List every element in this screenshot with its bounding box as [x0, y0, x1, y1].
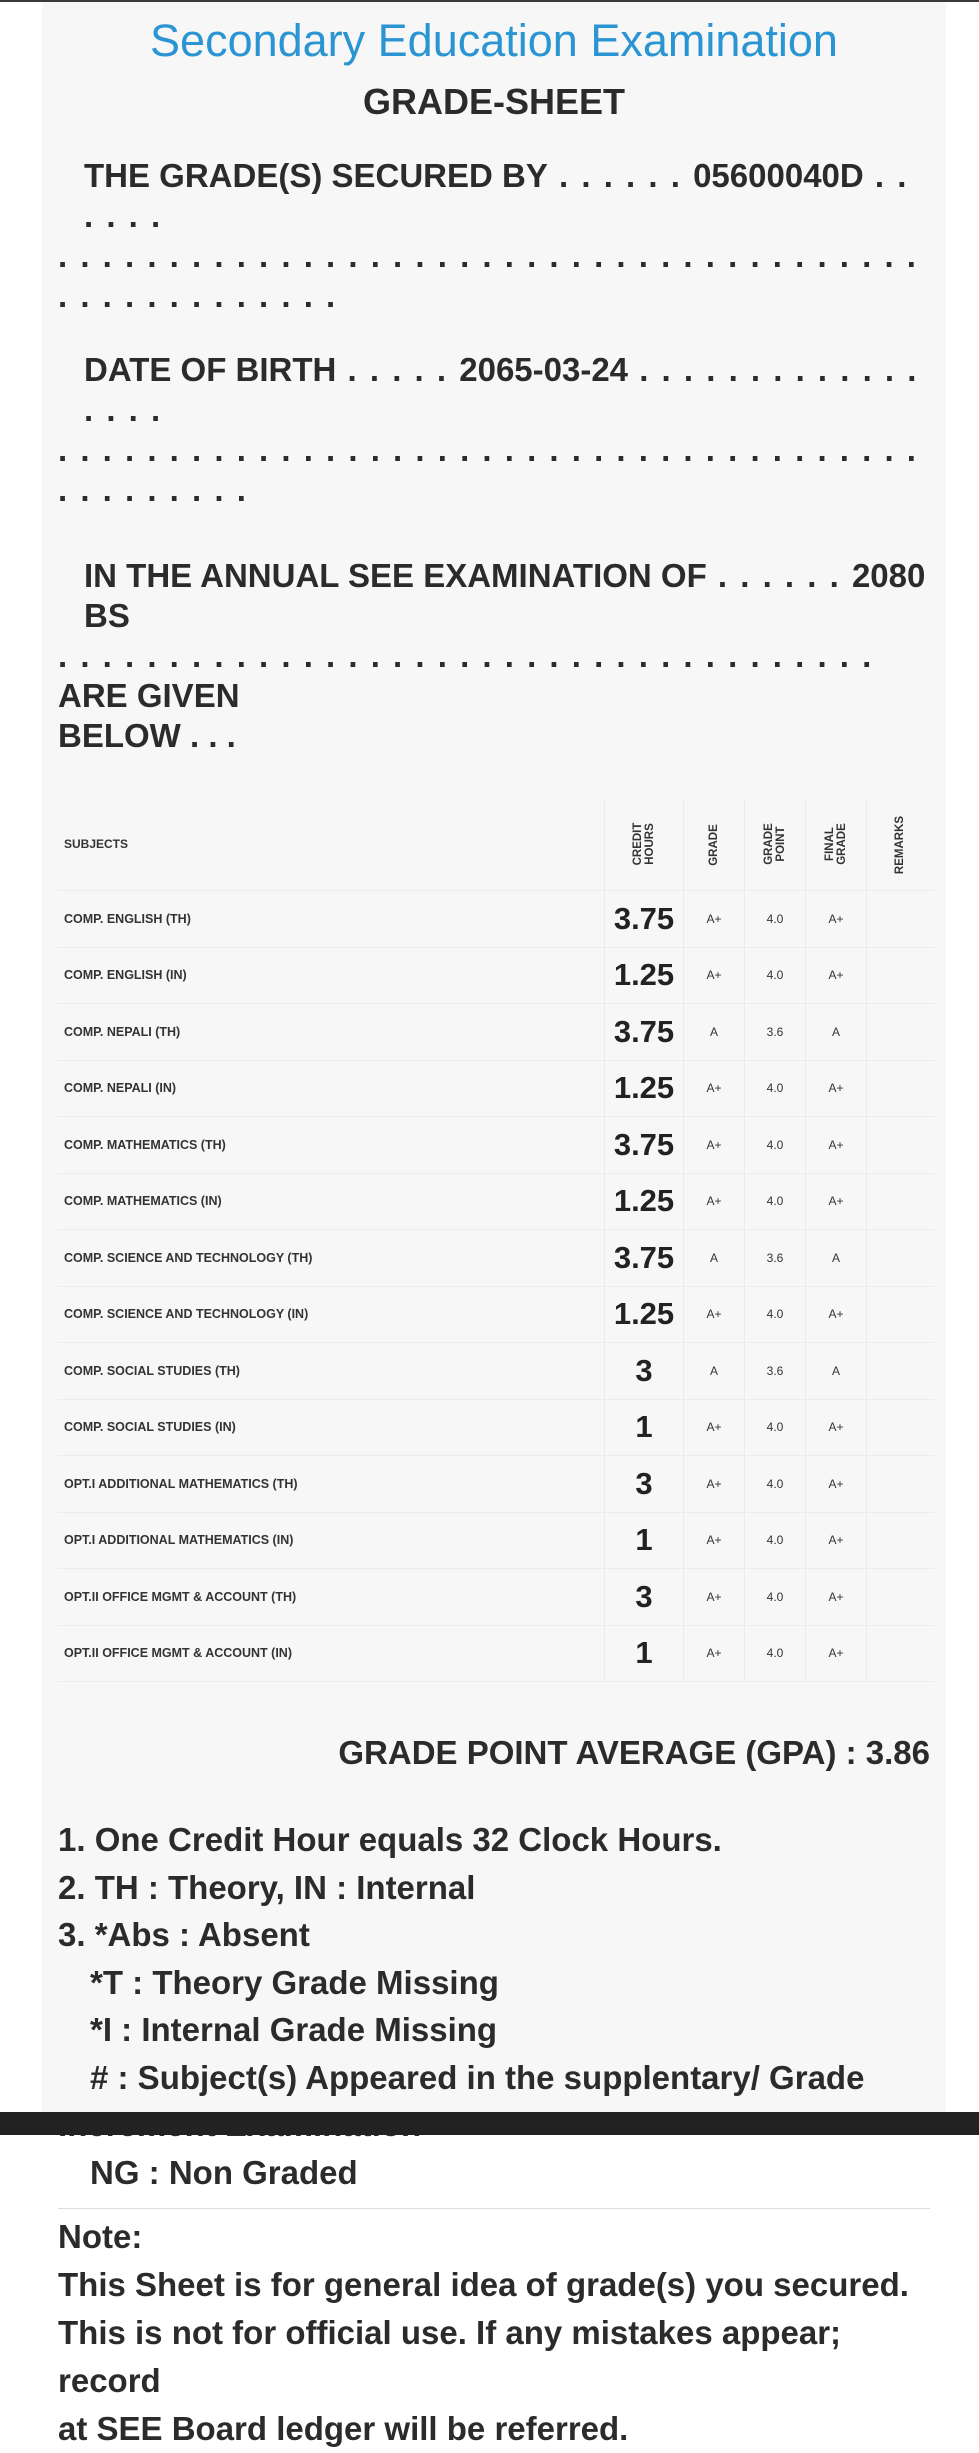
table-row: [58, 1060, 934, 1117]
header-credit-hours: CREDIT HOURS: [605, 798, 684, 891]
given-label: ARE GIVEN: [58, 677, 240, 714]
grade-point-cell: 4.0: [745, 1512, 806, 1569]
remarks-cell: [867, 1569, 935, 1626]
dob-label: DATE OF BIRTH: [84, 351, 337, 388]
credit-hours-cell: 3.75: [605, 891, 684, 948]
remarks-cell: [867, 891, 935, 948]
grade-cell: A+: [684, 1399, 745, 1456]
remarks-cell: [867, 1625, 935, 1682]
remarks-cell: [867, 1117, 935, 1174]
remarks-cell: [867, 1399, 935, 1456]
subject-cell: COMP. SCIENCE AND TECHNOLOGY (IN): [58, 1286, 605, 1343]
legend-line: NG : Non Graded: [90, 2153, 358, 2191]
final-grade-cell: A+: [806, 947, 867, 1004]
grade-cell: A: [684, 1230, 745, 1287]
legend-line: 1. One Credit Hour equals 32 Clock Hours.: [58, 1821, 722, 1858]
legend-notes: [58, 1816, 930, 2196]
remarks-cell: [867, 1456, 935, 1513]
credit-hours-cell: 3.75: [605, 1004, 684, 1061]
note-heading: Note:: [58, 2218, 143, 2255]
subject-cell: OPT.II OFFICE MGMT & ACCOUNT (IN): [58, 1625, 605, 1682]
secured-by-label: THE GRADE(S) SECURED BY: [84, 157, 548, 194]
grade-cell: A: [684, 1004, 745, 1061]
grade-point-cell: 3.6: [745, 1004, 806, 1061]
table-row: [58, 1173, 934, 1230]
grade-point-cell: 4.0: [745, 1173, 806, 1230]
table-row: [58, 891, 934, 948]
subject-cell: COMP. NEPALI (IN): [58, 1060, 605, 1117]
final-grade-cell: A+: [806, 1569, 867, 1626]
credit-hours-cell: 1: [605, 1512, 684, 1569]
final-grade-cell: A: [806, 1343, 867, 1400]
final-grade-cell: A+: [806, 1117, 867, 1174]
remarks-cell: [867, 1343, 935, 1400]
sheet-subtitle: GRADE-SHEET: [362, 81, 626, 122]
note-line: This Sheet is for general idea of grade(s) you secured.: [58, 2266, 909, 2303]
grade-point-cell: 4.0: [745, 1456, 806, 1513]
subject-cell: COMP. ENGLISH (IN): [58, 947, 605, 1004]
secured-by-line: THE GRADE(S) SECURED BY . . . . . . 05600040D . . . . . . . . . . . . . . . . . . . . . . . . . . . . . . . . . . . . . . . . . . . . . . . . . . . . . . . . . .: [58, 157, 918, 314]
grade-cell: A+: [684, 891, 745, 948]
table-row: [58, 1456, 934, 1513]
subject-cell: COMP. NEPALI (TH): [58, 1004, 605, 1061]
grade-cell: A+: [684, 1625, 745, 1682]
final-grade-cell: A+: [806, 1060, 867, 1117]
table-row: [58, 1004, 934, 1061]
exam-line: IN THE ANNUAL SEE EXAMINATION OF . . . . . . 2080 BS . . . . . . . . . . . . . . . . . . . . . . . . . . . . . . . . . . . . . ARE GIVEN BELOW . . .: [58, 556, 930, 756]
grade-cell: A: [684, 1343, 745, 1400]
dob-value: 2065-03-24: [459, 351, 629, 388]
header-grade: GRADE: [684, 798, 745, 891]
legend-line: 2. TH : Theory, IN : Internal: [58, 1868, 476, 1906]
table-row: [58, 1230, 934, 1287]
dob-line: DATE OF BIRTH . . . . . 2065-03-24 . . . . . . . . . . . . . . . . . . . . . . . . . . . . . . . . . . . . . . . . . . . . . . . . . . . . . . . . . . . . . . . . .: [58, 351, 919, 508]
gpa-summary: GRADE POINT AVERAGE (GPA) : 3.86: [338, 1734, 930, 1771]
table-row: [58, 1569, 934, 1626]
grade-cell: A+: [684, 1117, 745, 1174]
grade-point-cell: 4.0: [745, 891, 806, 948]
grade-point-cell: 3.6: [745, 1343, 806, 1400]
final-grade-cell: A+: [806, 1286, 867, 1343]
bottom-bar: [0, 2112, 979, 2135]
subject-cell: OPT.I ADDITIONAL MATHEMATICS (IN): [58, 1512, 605, 1569]
grade-point-cell: 4.0: [745, 1060, 806, 1117]
table-row: [58, 1625, 934, 1682]
grade-cell: A+: [684, 1456, 745, 1513]
symbol-number: 05600040D: [693, 157, 864, 194]
credit-hours-cell: 1: [605, 1625, 684, 1682]
credit-hours-cell: 3: [605, 1343, 684, 1400]
final-grade-cell: A+: [806, 1625, 867, 1682]
grade-cell: A+: [684, 947, 745, 1004]
subject-cell: COMP. MATHEMATICS (TH): [58, 1117, 605, 1174]
final-grade-cell: A: [806, 1004, 867, 1061]
grade-cell: A+: [684, 1512, 745, 1569]
subject-cell: COMP. ENGLISH (TH): [58, 891, 605, 948]
table-row: [58, 1117, 934, 1174]
subject-cell: COMP. SCIENCE AND TECHNOLOGY (TH): [58, 1230, 605, 1287]
subject-cell: COMP. MATHEMATICS (IN): [58, 1173, 605, 1230]
grades-table: [58, 798, 934, 1682]
subject-cell: OPT.II OFFICE MGMT & ACCOUNT (TH): [58, 1569, 605, 1626]
grade-point-cell: 3.6: [745, 1230, 806, 1287]
remarks-cell: [867, 1173, 935, 1230]
credit-hours-cell: 1.25: [605, 947, 684, 1004]
exam-title: Secondary Education Examination: [150, 15, 838, 66]
credit-hours-cell: 3.75: [605, 1117, 684, 1174]
final-grade-cell: A+: [806, 1399, 867, 1456]
grade-cell: A+: [684, 1060, 745, 1117]
grade-point-cell: 4.0: [745, 947, 806, 1004]
final-grade-cell: A+: [806, 1173, 867, 1230]
table-row: [58, 1343, 934, 1400]
grade-sheet: [42, 2, 946, 2447]
credit-hours-cell: 3: [605, 1569, 684, 1626]
grade-point-cell: 4.0: [745, 1399, 806, 1456]
final-grade-cell: A+: [806, 1456, 867, 1513]
grade-point-cell: 4.0: [745, 1117, 806, 1174]
remarks-cell: [867, 947, 935, 1004]
grade-cell: A+: [684, 1286, 745, 1343]
grade-point-cell: 4.0: [745, 1569, 806, 1626]
table-row: [58, 1399, 934, 1456]
divider: [58, 2208, 930, 2209]
grade-cell: A+: [684, 1173, 745, 1230]
below-label: BELOW . . .: [58, 717, 236, 754]
subject-cell: COMP. SOCIAL STUDIES (IN): [58, 1399, 605, 1456]
final-grade-cell: A: [806, 1230, 867, 1287]
credit-hours-cell: 1: [605, 1399, 684, 1456]
final-grade-cell: A+: [806, 1512, 867, 1569]
header-grade-point: GRADE POINT: [745, 798, 806, 891]
table-header-row: [58, 798, 934, 891]
legend-line: 3. *Abs : Absent: [58, 1916, 310, 1953]
remarks-cell: [867, 1230, 935, 1287]
remarks-cell: [867, 1286, 935, 1343]
legend-line: *T : Theory Grade Missing: [90, 1963, 499, 2001]
credit-hours-cell: 3.75: [605, 1230, 684, 1287]
legend-line: # : Subject(s) Appeared in the supplentary/ Grade: [90, 2058, 865, 2096]
header-remarks: REMARKS: [867, 798, 935, 891]
grade-point-cell: 4.0: [745, 1625, 806, 1682]
credit-hours-cell: 1.25: [605, 1286, 684, 1343]
table-row: [58, 1286, 934, 1343]
table-row: [58, 1512, 934, 1569]
disclaimer-note: [58, 2213, 930, 2453]
remarks-cell: [867, 1004, 935, 1061]
table-row: [58, 947, 934, 1004]
grade-cell: A+: [684, 1569, 745, 1626]
grade-point-cell: 4.0: [745, 1286, 806, 1343]
subject-cell: COMP. SOCIAL STUDIES (TH): [58, 1343, 605, 1400]
remarks-cell: [867, 1512, 935, 1569]
exam-label: IN THE ANNUAL SEE EXAMINATION OF: [84, 557, 707, 594]
note-line: at SEE Board ledger will be referred.: [58, 2410, 629, 2447]
remarks-cell: [867, 1060, 935, 1117]
final-grade-cell: A+: [806, 891, 867, 948]
credit-hours-cell: 1.25: [605, 1173, 684, 1230]
exam-year: 2080 BS: [84, 557, 926, 634]
credit-hours-cell: 3: [605, 1456, 684, 1513]
header-final-grade: FINAL GRADE: [806, 798, 867, 891]
credit-hours-cell: 1.25: [605, 1060, 684, 1117]
header-subjects: SUBJECTS: [58, 798, 605, 891]
legend-line: *I : Internal Grade Missing: [90, 2011, 498, 2048]
subject-cell: OPT.I ADDITIONAL MATHEMATICS (TH): [58, 1456, 605, 1513]
note-line: This is not for official use. If any mistakes appear; record: [58, 2314, 842, 2399]
